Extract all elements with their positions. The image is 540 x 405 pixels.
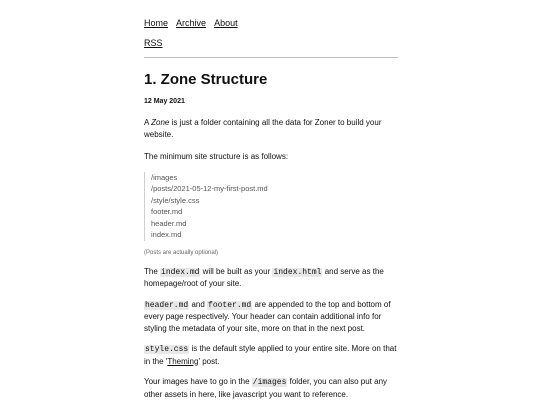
hf-text-a: and [189,299,208,309]
index-text-b: will be built as your [200,266,273,276]
code-header-md: header.md [145,300,189,310]
structure-block [144,172,398,241]
rss-row [144,38,163,48]
rss-link[interactable]: RSS [144,38,163,48]
top-nav [144,17,244,29]
structure-line: footer.md [151,207,183,216]
zone-emphasis: Zone [151,118,170,127]
code-index-md: index.md [161,267,200,277]
structure-line: /posts/2021-05-12-my-first-post.md [151,184,268,193]
images-text-a: Your images have to go in the [144,377,252,386]
header-divider [144,57,398,58]
style-text-a: is the default style applied to your entire site. More on that in the ' [144,344,397,366]
hf-text-b: are appended to the top and bottom of every page respectively. Your header can contain additional info for styling the metadata of your site, more on that in the next post. [144,299,391,333]
structure-line: header.md [151,218,187,228]
code-style-css: style.css [145,345,189,354]
code-images: /images [252,378,287,387]
code-footer-md: footer.md [208,300,252,310]
index-text-c: and serve as the homepage/root of your site. [144,266,384,288]
style-text-b: ' post. [198,356,220,366]
paragraph-images [144,376,398,400]
intro-text-a: A [144,118,152,127]
paragraph-intro [144,117,398,140]
index-text-a: The [144,266,161,276]
theming-link[interactable]: Theming [167,356,199,366]
structure-line: /images [151,172,178,182]
optional-note: (Posts are actually optional) [144,249,219,256]
structure-line: /style/style.css [151,195,200,205]
post-date: 12 May 2021 [144,98,185,105]
paragraph-index [144,266,398,290]
nav-about-link[interactable]: About [214,18,238,28]
post-content [144,70,398,400]
paragraph-style [144,343,398,367]
code-index-html: index.html [273,267,322,277]
paragraph-structure-intro: The minimum site structure is as follows: [144,152,289,161]
images-text-b: folder, you can also put any other assets in here, like javascript you want to reference. [144,377,388,399]
post-title: 1. Zone Structure [144,71,268,88]
structure-line: index.md [151,230,182,239]
intro-text-b: is just a folder containing all the data for Zoner to build your website. [144,118,382,139]
paragraph-header-footer [144,299,398,335]
nav-archive-link[interactable]: Archive [176,18,207,28]
nav-home-link[interactable]: Home [144,18,169,28]
